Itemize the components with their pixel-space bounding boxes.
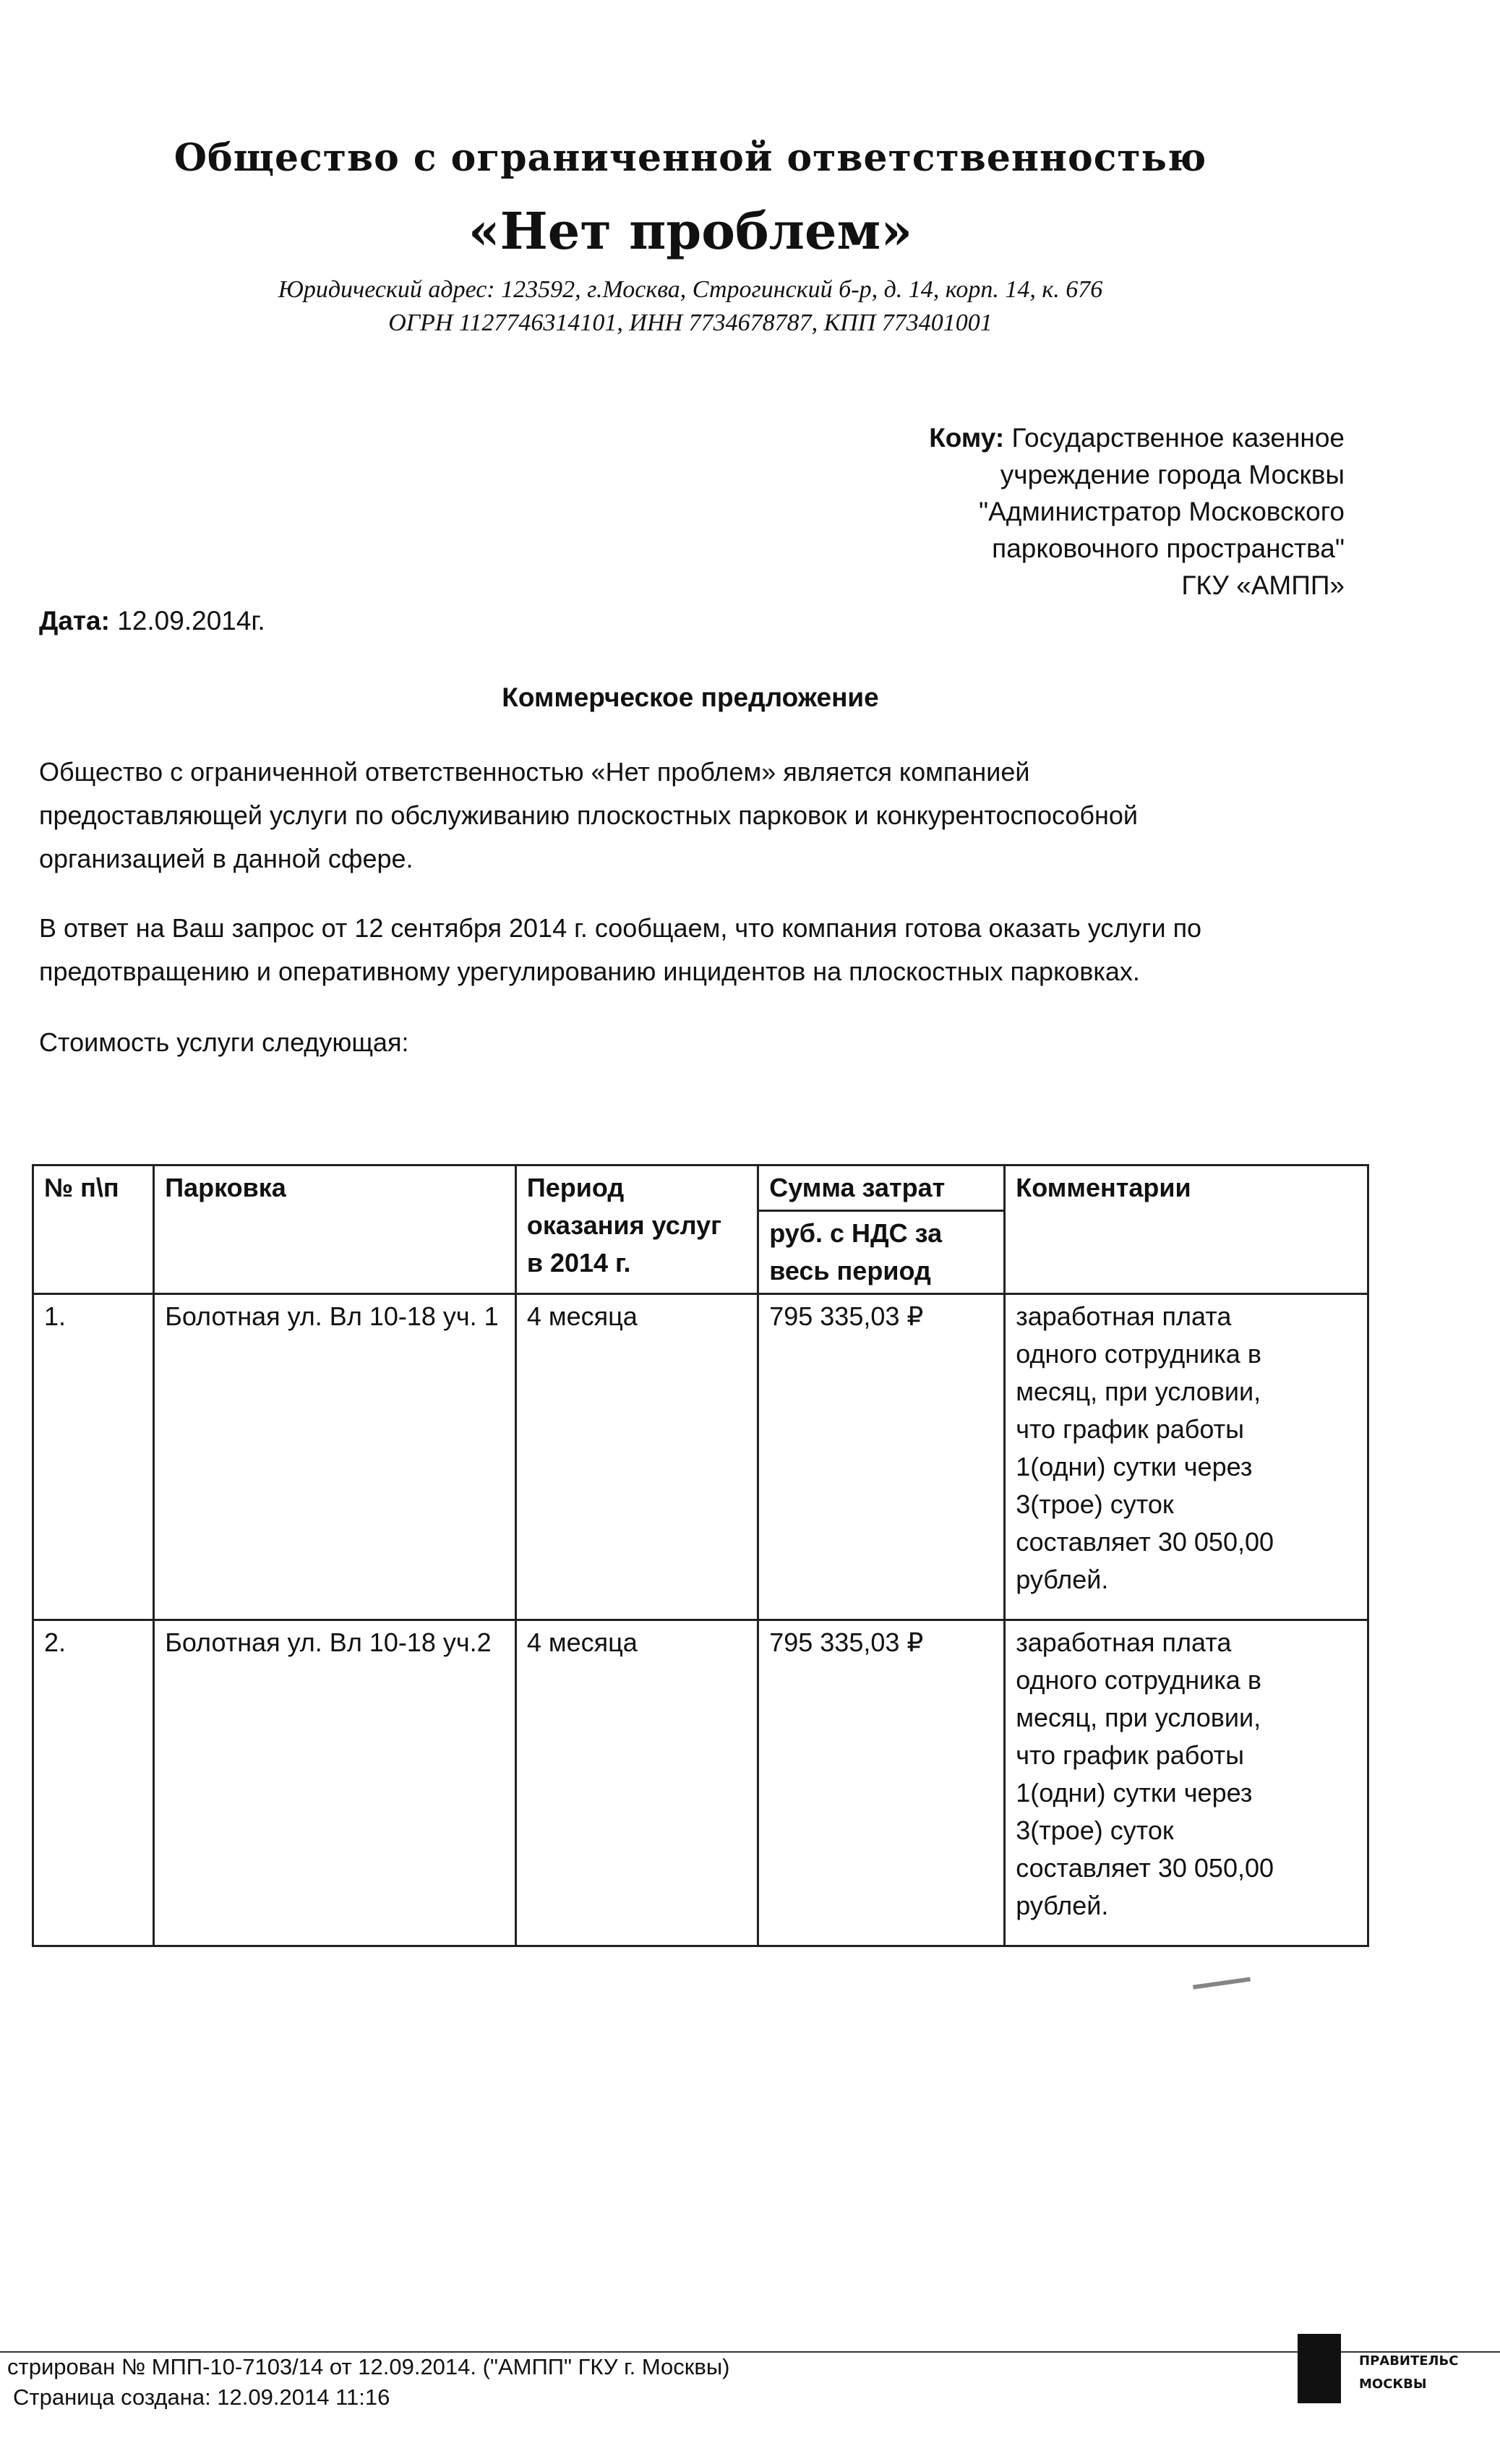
footer-registration: стрирован № МПП-10-7103/14 от 12.09.2014. ("АМПП" ГКУ г. Москвы) [7, 2354, 730, 2379]
moscow-government-emblem-icon [1298, 2334, 1341, 2403]
row-sum: 795 335,03 ₽ [758, 1294, 1005, 1620]
comment-line: 1(одни) сутки через [1016, 1778, 1253, 1808]
intro-line-3: организацией в данной сфере. [39, 844, 413, 873]
price-table-grid [32, 1164, 1369, 1947]
row-num: 1. [33, 1294, 154, 1620]
footer-created: Страница создана: 12.09.2014 11:16 [13, 2384, 390, 2410]
date-value: 12.09.2014г. [117, 606, 265, 636]
comment-line: составляет 30 050,00 [1016, 1853, 1274, 1883]
recipient-label: Кому: [929, 423, 1005, 453]
row-period: 4 месяца [515, 1620, 758, 1946]
table-header-row [33, 1165, 1368, 1211]
intro-line-1: Общество с ограниченной ответственностью «Нет проблем» является компанией [39, 757, 1030, 787]
row-num: 2. [33, 1620, 154, 1946]
recipient-org-1: Государственное казенное [1011, 423, 1345, 453]
recipient-line-1 [795, 419, 1345, 456]
recipient-line-4: парковочного пространства" [992, 534, 1345, 563]
header-sum: Сумма затрат [758, 1165, 1005, 1211]
header-period [515, 1165, 758, 1294]
company-address: Юридический адрес: 123592, г.Москва, Строгинский б-р, д. 14, корп. 14, к. 676 [278, 276, 1103, 303]
header-sum-sub-line-1: руб. с НДС за [769, 1218, 943, 1248]
comment-line: составляет 30 050,00 [1016, 1527, 1274, 1557]
comment-line: одного сотрудника в [1016, 1339, 1261, 1369]
cost-intro: Стоимость услуги следующая: [39, 1027, 409, 1057]
header-num: № п\п [33, 1165, 154, 1294]
comment-line: рублей. [1016, 1565, 1109, 1594]
row-sum: 795 335,03 ₽ [758, 1620, 1005, 1946]
header-sum-sub [758, 1211, 1005, 1294]
row-parking: Болотная ул. Вл 10-18 уч. 1 [154, 1294, 516, 1620]
comment-line: что график работы [1016, 1414, 1244, 1444]
comment-line: 3(трое) суток [1016, 1489, 1174, 1519]
header-period-line-3: в 2014 г. [526, 1248, 631, 1278]
recipient-block [795, 419, 1345, 604]
header-comments: Комментарии [1005, 1165, 1368, 1294]
footer-divider [0, 2351, 1500, 2353]
scan-smudge [1193, 1977, 1251, 1989]
header-sum-sub-line-2: весь период [769, 1256, 931, 1286]
document-title: Коммерческое предложение [502, 683, 879, 712]
header-period-line-2: оказания услуг [526, 1210, 722, 1240]
response-line-2: предотвращению и оперативному урегулированию инцидентов на плоскостных парковках. [39, 957, 1140, 986]
table-row [33, 1620, 1368, 1946]
company-legal-form: Общество с ограниченной ответственностью [173, 136, 1207, 180]
recipient-line-5: ГКУ «АМПП» [1181, 570, 1345, 600]
price-table [32, 1164, 1369, 1947]
company-registration: ОГРН 1127746314101, ИНН 7734678787, КПП 773401001 [388, 309, 993, 336]
comment-line: заработная плата [1016, 1627, 1232, 1657]
government-label-line-1: ПРАВИТЕЛЬС [1359, 2353, 1459, 2369]
response-paragraph [39, 907, 1333, 993]
company-name: «Нет проблем» [468, 201, 913, 261]
row-comment [1005, 1294, 1368, 1620]
comment-line: одного сотрудника в [1016, 1665, 1261, 1695]
comment-line: 1(одни) сутки через [1016, 1452, 1253, 1481]
government-label-line-2: МОСКВЫ [1359, 2377, 1427, 2392]
recipient-line-2: учреждение города Москвы [1000, 460, 1345, 489]
comment-line: заработная плата [1016, 1301, 1232, 1331]
document-date [39, 606, 265, 636]
row-parking: Болотная ул. Вл 10-18 уч.2 [154, 1620, 516, 1946]
date-label: Дата: [39, 606, 110, 636]
response-line-1: В ответ на Ваш запрос от 12 сентября 2014 г. сообщаем, что компания готова оказать услуги по [39, 913, 1202, 943]
intro-paragraph [39, 750, 1333, 881]
recipient-line-3: "Администратор Московского [978, 497, 1345, 526]
comment-line: месяц, при условии, [1016, 1703, 1261, 1732]
row-period: 4 месяца [515, 1294, 758, 1620]
row-comment [1005, 1620, 1368, 1946]
comment-line: рублей. [1016, 1891, 1109, 1920]
header-period-line-1: Период [526, 1173, 625, 1202]
government-label [1359, 2350, 1489, 2396]
header-parking: Парковка [154, 1165, 516, 1294]
comment-line: что график работы [1016, 1740, 1244, 1770]
table-row [33, 1294, 1368, 1620]
comment-line: 3(трое) суток [1016, 1815, 1174, 1845]
intro-line-2: предоставляющей услуги по обслуживанию плоскостных парковок и конкурентоспособной [39, 800, 1139, 830]
comment-line: месяц, при условии, [1016, 1377, 1261, 1406]
